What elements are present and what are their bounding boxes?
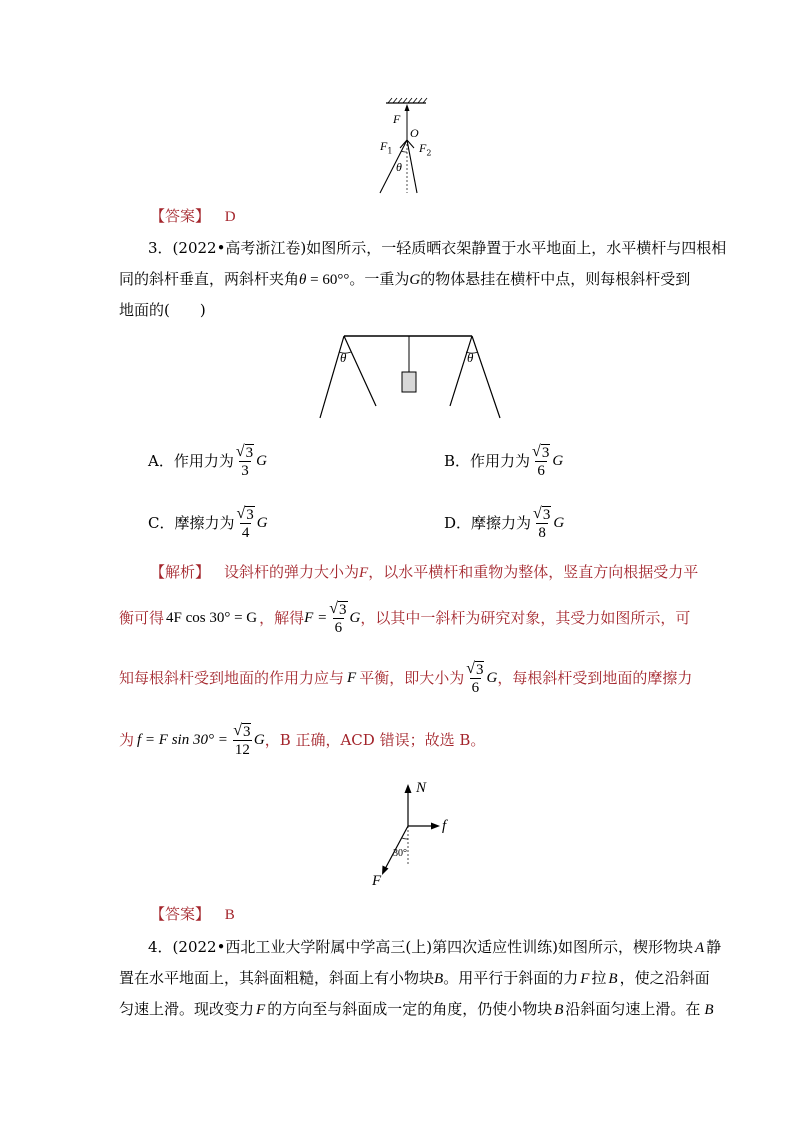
q4-line2-B: B <box>434 971 444 987</box>
fig1-label-F1 <box>380 139 392 155</box>
answer-value: D <box>224 209 236 225</box>
answer-2-tag: 【答案】 <box>150 905 211 923</box>
q4-line2-b: 。用平行于斜面的力 <box>443 969 579 987</box>
option-b-num: 3 <box>541 445 550 461</box>
option-a-fraction: √ 3 3 <box>235 443 254 479</box>
q4-line3-c: 沿斜面匀速上滑。在 <box>565 1000 701 1018</box>
analysis-line-1 <box>150 562 698 583</box>
q3-line2-text-a: 同的斜杆垂直，两斜杆夹角 <box>119 270 300 288</box>
q3-theta: θ <box>299 272 307 288</box>
answer-2 <box>150 904 235 925</box>
q4-line1-A: A <box>694 940 705 956</box>
analysis-l4-b: ，B 正确，ACD 错误；故选 B。 <box>264 731 486 749</box>
q4-line2-a: 置在水平地面上，其斜面粗糙，斜面上有小物块 <box>119 969 435 987</box>
answer-tag: 【答案】 <box>150 207 211 225</box>
analysis-l2-equation: 4F cos 30° = G <box>166 610 258 626</box>
q3-line2-text-b: 。一重为 <box>349 270 410 288</box>
q4-line1-b: 静 <box>706 938 722 956</box>
analysis-l2-G: G <box>349 610 361 626</box>
fig1-F2-sub: 2 <box>426 148 432 158</box>
option-b-G: G <box>552 453 564 469</box>
option-b-fraction: √ 3 6 <box>532 443 550 479</box>
option-a-label: A．作用力为 <box>148 452 234 470</box>
analysis-line-3 <box>119 658 692 698</box>
option-d-num: 3 <box>542 507 551 523</box>
option-a <box>148 441 267 481</box>
fig1-F2-letter: F <box>419 141 427 155</box>
analysis-l2-a: 衡可得 <box>119 609 165 627</box>
q4-line2-c: 拉 <box>591 969 607 987</box>
q4-line1-text: 4．(2022•西北工业大学附属中学高三(上)第四次适应性训练)如图所示，楔形物块 <box>148 938 693 956</box>
analysis-l3-num: 3 <box>475 662 484 678</box>
analysis-l2-den: 6 <box>334 620 343 636</box>
analysis-l3-den: 6 <box>471 680 480 696</box>
fig1-label-theta: θ <box>396 160 402 174</box>
q3-angle-eq: = 60°° <box>306 272 350 288</box>
q3-line-3: 地面的( ) <box>119 301 206 319</box>
q4-line2-F: F <box>580 971 590 987</box>
option-a-num: 3 <box>245 445 254 461</box>
q4-line2-B2: B <box>608 971 618 987</box>
fig3-label-F: F <box>372 873 382 889</box>
analysis-l3-G: G <box>486 670 498 686</box>
option-b-label: B．作用力为 <box>444 452 531 470</box>
fig1-F1-letter: F <box>380 139 388 153</box>
fig2-theta-left: θ <box>340 350 347 365</box>
analysis-l3-c: ，每根斜杆受到地面的摩擦力 <box>497 669 693 687</box>
analysis-l2-c: ，以其中一斜杆为研究对象，其受力如图所示，可 <box>360 609 691 627</box>
q4-line-1 <box>148 937 721 958</box>
analysis-tag: 【解析】 <box>150 563 211 581</box>
option-b <box>444 441 563 481</box>
analysis-l1-F: F <box>359 565 369 581</box>
answer-1 <box>150 206 236 227</box>
analysis-l3-a: 知每根斜杆受到地面的作用力应与 <box>119 669 345 687</box>
analysis-l4-num: 3 <box>242 724 251 740</box>
q4-line3-B2: B <box>704 1002 714 1018</box>
analysis-l1-a: 设斜杆的弹力大小为 <box>224 563 360 581</box>
figure-2-clothes-rack <box>314 330 504 422</box>
option-a-den: 3 <box>241 463 249 479</box>
fig3-label-N: N <box>416 780 427 796</box>
analysis-l4-a: 为 <box>119 731 135 749</box>
option-c-G: G <box>256 515 268 531</box>
analysis-line-2 <box>119 598 690 638</box>
q4-line3-F: F <box>256 1002 266 1018</box>
analysis-l3-F: F <box>347 670 357 686</box>
option-d-label: D．摩擦力为 <box>444 514 532 532</box>
analysis-l3-fraction: √ 3 6 <box>466 660 484 696</box>
q3-G: G <box>409 272 421 288</box>
analysis-l4-den: 12 <box>234 742 250 758</box>
analysis-line-4 <box>119 720 485 760</box>
option-d-fraction: √ 3 8 <box>533 505 551 541</box>
analysis-l2-F: F = <box>304 610 328 626</box>
option-c <box>148 503 268 543</box>
fig2-theta-right: θ <box>467 350 474 365</box>
q4-line3-B: B <box>554 1002 564 1018</box>
option-a-G: G <box>256 453 267 469</box>
q3-line-2 <box>119 269 690 290</box>
analysis-l2-fraction: √ 3 6 <box>329 600 347 636</box>
analysis-l1-b: ，以水平横杆和重物为整体，竖直方向根据受力平 <box>368 563 699 581</box>
analysis-l4-fraction: √ 3 12 <box>233 722 251 758</box>
fig1-label-O: O <box>410 126 419 140</box>
q4-line-3 <box>119 999 714 1020</box>
q4-line3-a: 匀速上滑。现改变力 <box>119 1000 255 1018</box>
answer-2-value: B <box>224 907 235 923</box>
q3-line2-text-c: 的物体悬挂在横杆中点，则每根斜杆受到 <box>420 270 691 288</box>
fig1-label-F2 <box>419 141 431 157</box>
analysis-l4-equation: f = F sin 30° = <box>137 732 228 748</box>
analysis-l4-G: G <box>253 732 265 748</box>
q4-line3-b: 的方向至与斜面成一定的角度，仍使小物块 <box>267 1000 553 1018</box>
option-c-num: 3 <box>246 507 254 523</box>
analysis-l3-b: 平衡，即大小为 <box>359 669 465 687</box>
option-c-label: C．摩擦力为 <box>148 514 235 532</box>
q4-line-2 <box>119 968 710 989</box>
fig3-label-f: f <box>442 818 447 834</box>
analysis-l2-b: ，解得 <box>259 609 305 627</box>
option-d <box>444 503 564 543</box>
fig1-label-F: F <box>393 112 401 126</box>
option-d-den: 8 <box>538 525 546 541</box>
option-c-fraction: √ 3 4 <box>236 505 254 541</box>
option-d-G: G <box>553 515 565 531</box>
option-b-den: 6 <box>537 463 545 479</box>
q3-line-1: 3．(2022•高考浙江卷)如图所示，一轻质晒衣架静置于水平地面上，水平横杆与四根相 <box>148 239 727 257</box>
option-c-den: 4 <box>241 525 250 541</box>
q4-line2-d: ，使之沿斜面 <box>619 969 710 987</box>
fig3-label-angle: 30° <box>393 848 407 859</box>
analysis-l2-num: 3 <box>339 602 347 618</box>
fig1-F1-sub: 1 <box>387 146 393 156</box>
